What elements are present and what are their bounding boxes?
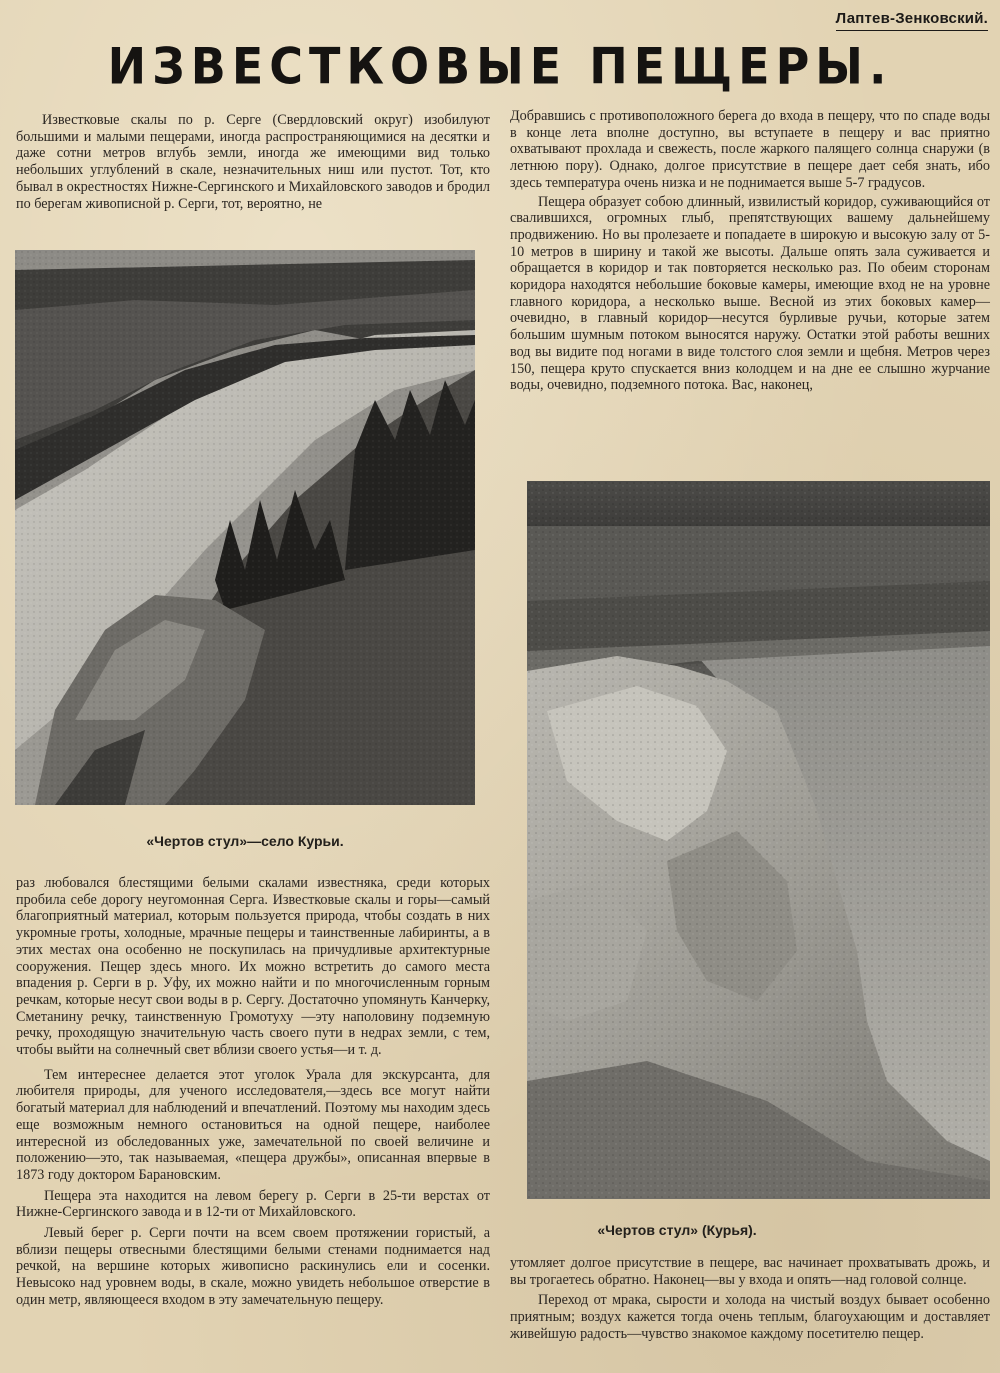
right-upper-text — [510, 108, 990, 394]
article-title: ИЗВЕСТКОВЫЕ ПЕЩЕРЫ. — [107, 36, 893, 96]
photo-river-valley-image — [15, 250, 475, 805]
paragraph-ural-corner: Тем интереснее делается этот уголок Урала для экскурсанта, для любителя природы, для ученого исследователя,—здесь все могут найти богатый материал для наблюдений и впечатлений. Поэтому мы находим здесь еще возможным немного остановиться на одной пещере, наиболее интересной из обследованных уже, замечательной по своей величине и положению—это, так называемая, «пещера дружбы», описанная впервые в 1873 году доктором Барановским. — [16, 1066, 490, 1183]
right-photo-caption: «Чертов стул» (Курья). — [597, 1222, 757, 1238]
intro-text: Известковые скалы по р. Серге (Свердловский округ) изобилуют большими и малыми пещерами, иногда распространяющимися на десятки и даже сотни метров вглубь земли, иногда же имеющими вид только небольших углублений в скале, незначительных ниш или пустот. Тот, кто бывал в окрестностях Нижне-Сергинского и Михайловского заводов и бродил по берегам живописной р. Серги, тот, вероятно, не — [16, 112, 490, 212]
author-byline: Лаптев-Зенковский. — [836, 10, 988, 31]
paragraph-left-bank: Левый берег р. Серги почти на всем своем протяжении гористый, а вблизи пещеры отвесными блестящими белыми стенами поднимается над речкой, на вершине которых живописно раскинулись ели и сосенки. Невысоко над уровнем воды, в скале, можно увидеть небольшое отверстие в один метр, являющееся входом в эту замечательную пещеру. — [16, 1225, 490, 1308]
paragraph-cave-location: Пещера эта находится на левом берегу р. Серги в 25-ти верстах от Нижне-Сергинского завода и в 12-ти от Михайловского. — [16, 1187, 490, 1221]
paragraph-corridor: Пещера образует собою длинный, извилистый коридор, суживающийся от свалившихся, огромных глыб, препятствующих вашему дальнейшему продвижению. Но вы пролезаете и попадаете в широкую и высокую залу от 5-10 метров в ширину и такой же высоты. Дальше опять зала суживается и обращается в коридор и так повторяется несколько раз. По обеим сторонам коридора находятся небольшие боковые камеры, имеющие вход не на уровне главного коридора, а несколько выше. Весной из этих боковых камер—очевидно, в главный коридор—несутся бурливые ручьи, которые затем большим шумным потоком выносятся наружу. Остатки этой работы вешних вод вы видите под ногами в виде толстого слоя земли и щебня. Метров через 150, пещера круто спускается вниз колодцем и на дне ее слышно журчание воды, очевидно, подземного потока. Вас, наконец, — [510, 193, 990, 394]
intro-paragraph — [16, 112, 490, 212]
left-photo-caption: «Чертов стул»—село Курьи. — [146, 833, 344, 849]
paragraph-fresh-air: Переход от мрака, сырости и холода на чистый воздух бывает особенно приятным; воздух кажется тогда очень теплым, благоухающим и доставляет живейшую радость—чувство знакомое каждому посетителю пещер. — [510, 1292, 990, 1342]
right-lower-text — [510, 1255, 990, 1343]
photo-river-valley — [15, 250, 475, 805]
paragraph-return: утомляет долгое присутствие в пещере, вас начинает прохватывать дрожь, и вы трогаетесь обратно. Наконец—вы у входа и опять—над головой солнце. — [510, 1255, 990, 1288]
photo-cliff-image — [527, 481, 990, 1199]
photo-cliff — [527, 481, 990, 1199]
paragraph-entering-cave: Добравшись с противоположного берега до входа в пещеру, что по спаде воды в конце лета вполне доступно, вы вступаете в пещеру и вас приятно охватывают прохлада и свежесть, после жаркого палящего солнца снаружи (в летнюю пору). Однако, долгое присутствие в пещере дает себя знать, ибо здесь температура очень низка и не поднимается выше 5-7 градусов. — [510, 108, 990, 191]
paragraph-limestone-rocks: раз любовался блестящими белыми скалами известняка, среди которых пробила себе дорогу неугомонная Серга. Известковые скалы и горы—самый благоприятный материал, которым пользуется природа, чтобы создать в них укромные гроты, холодные, мрачные пещеры и таинственные лабиринты, а в этих местах она особенно не поскупилась на причудливые архитектурные сооружения. Пещер здесь много. Их можно встретить до самого места впадения р. Серги в р. Уфу, их можно найти и по многочисленным горным речкам, которые несут свои воды в р. Сергу. Достаточно упомянуть Канчерку, Сметанину речку, таинственную Громотуху —эту наполовину подземную речку, проходящую значительную часть своего пути в недрах земли, с тем, чтобы выйти на солнечный свет вблизи своего устья—и т. д. — [16, 875, 490, 1059]
left-lower-text — [16, 875, 490, 1309]
